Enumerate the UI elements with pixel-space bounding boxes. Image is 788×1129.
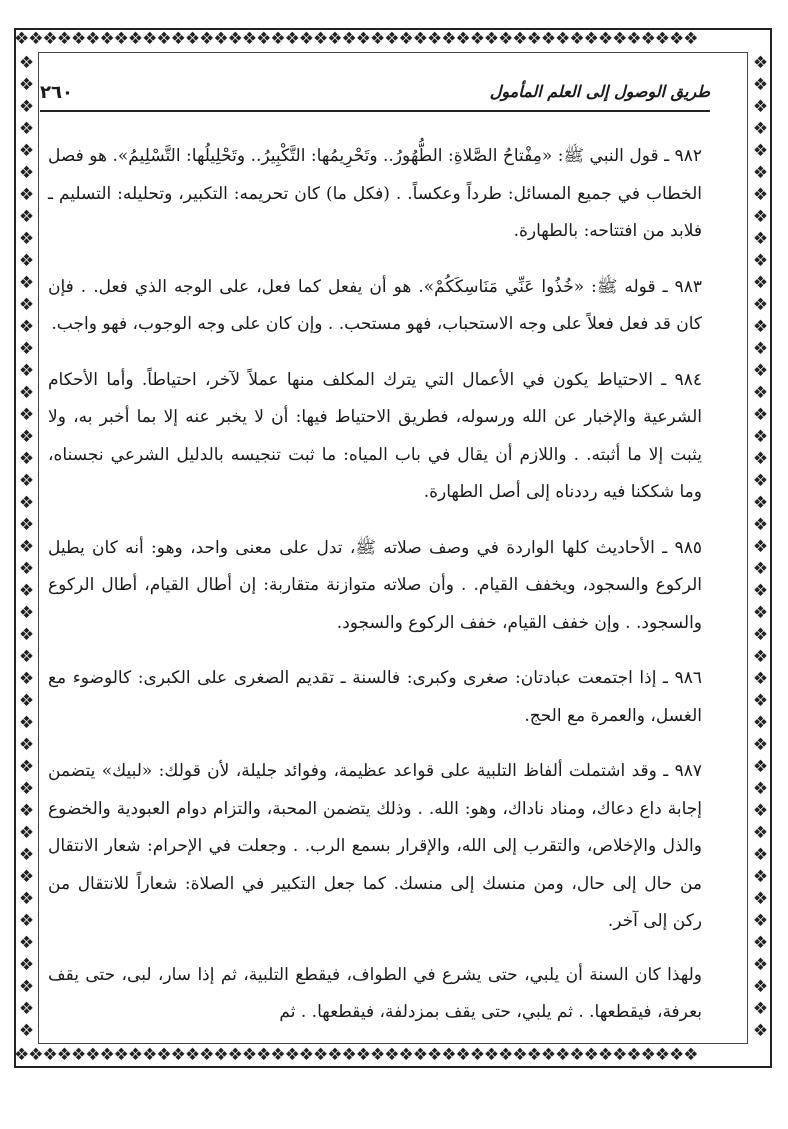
ornament-border-left: ❖❖❖❖❖❖❖❖❖❖❖❖❖❖❖❖❖❖❖❖❖❖❖❖❖❖❖❖❖❖❖❖❖❖❖❖❖❖❖❖❖❖❖❖❖ [18,53,34,1041]
paragraph-986: ٩٨٦ ـ إذا اجتمعت عبادتان: صغرى وكبرى: فالسنة ـ تقديم الصغرى على الكبرى: كالوضوء مع الغسل، والعمرة مع الحج. [48,668,702,726]
ornament-border-bottom: ❖❖❖❖❖❖❖❖❖❖❖❖❖❖❖❖❖❖❖❖❖❖❖❖❖❖❖❖❖❖❖❖❖❖❖❖❖❖❖❖❖❖❖❖❖❖❖❖ [14,1045,698,1065]
ornament-border-top: ❖❖❖❖❖❖❖❖❖❖❖❖❖❖❖❖❖❖❖❖❖❖❖❖❖❖❖❖❖❖❖❖❖❖❖❖❖❖❖❖❖❖❖❖❖❖❖❖ [14,29,698,49]
page-number: ٢٦٠ [40,82,73,103]
page-header [40,82,710,110]
page-body [48,138,702,1032]
paragraph-983: ٩٨٣ ـ قوله ﷺ: «خُذُوا عَنِّي مَنَاسِكَكُمْ». هو أن يفعل كما فعل، على الوجه الذي فعل. . فإن كان قد فعل فعلاً على وجه الاستحباب، فهو مستحب. . وإن كان على وجه الوجوب، فهو واجب. [48,276,702,334]
paragraph-985: ٩٨٥ ـ الأحاديث كلها الواردة في وصف صلاته ﷺ، تدل على معنى واحد، وهو: أنه كان يطيل الركوع والسجود، ويخفف القيام. . وأن صلاته متوازنة متقاربة: إن أطال القيام، أطال الركوع والسجود. . وإن خفف القيام، خفف الركوع والسجود. [48,537,702,633]
paragraph-987: ٩٨٧ ـ وقد اشتملت ألفاظ التلبية على قواعد عظيمة، وفوائد جليلة، لأن قولك: «لبيك» يتضمن إجابة داع دعاك، ومناد ناداك، وهو: الله. . وذلك يتضمن المحبة، والتزام دوام العبودية والخضوع والذل والإخلاص، والتقرب إلى الله، والإقرار بسمع الرب. . وجعلت في الإحرام: شعار الانتقال من حال إلى حال، ومن منسك إلى منسك. كما جعل التكبير في الصلاة: شعاراً للانتقال من ركن إلى آخر. [48,761,702,931]
header-rule [40,110,710,112]
paragraph-continuation: ولهذا كان السنة أن يلبي، حتى يشرع في الطواف، فيقطع التلبية، ثم إذا سار، لبى، حتى يقف بعرفة، فيقطعها. . ثم يلبي، حتى يقف بمزدلفة، فيقطعها. . ثم [48,964,702,1022]
ornament-border-right: ❖❖❖❖❖❖❖❖❖❖❖❖❖❖❖❖❖❖❖❖❖❖❖❖❖❖❖❖❖❖❖❖❖❖❖❖❖❖❖❖❖❖❖❖❖ [752,53,768,1041]
paragraph-984: ٩٨٤ ـ الاحتياط يكون في الأعمال التي يترك المكلف منها عملاً لآخر، احتياطاً. وأما الأحكام الشرعية والإخبار عن الله ورسوله، فطريق الاحتياط فيها: أن لا يخبر عنه إلا بما أخبر به، ولا يثبت إلا ما أثبته. . واللازم أن يقال في باب المياه: ما ثبت تنجيسه بالدليل الشرعي نجسناه، وما شككنا فيه رددناه إلى أصل الطهارة. [48,369,702,502]
running-title: طريق الوصول إلى العلم المأمول [489,82,710,101]
paragraph-982: ٩٨٢ ـ قول النبي ﷺ: «مِفْتاحُ الصَّلاةِ: الطُّهُورُ.. وتَحْرِيمُها: التَّكْبِيرُ.. وتَحْلِيلُها: التَّسْلِيمُ». هو فصل الخطاب في جميع المسائل: طرداً وعكساً. . (فكل ما) كان تحريمه: التكبير، وتحليله: التسليم ـ فلابد من افتتاحه: بالطهارة. [48,146,702,241]
